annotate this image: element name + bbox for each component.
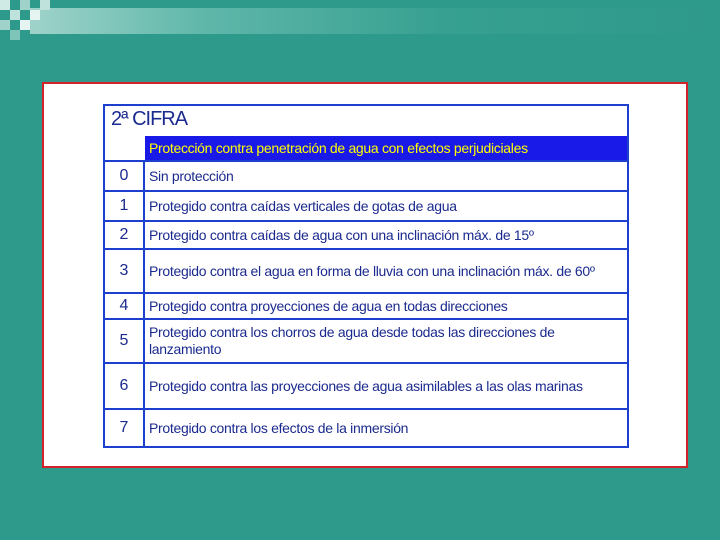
row-text: Protegido contra los chorros de agua desde todas las direcciones de lanzamiento (149, 324, 555, 357)
row-number: 7 (105, 410, 145, 446)
table-row (105, 408, 627, 446)
table-row (105, 248, 627, 292)
row-text: Protegido contra caídas de agua con una inclinación máx. de 15º (149, 226, 534, 243)
row-number: 4 (105, 294, 145, 318)
row-number: 1 (105, 192, 145, 220)
top-gradient-bar (30, 8, 720, 34)
table-row (105, 318, 627, 362)
row-text: Protegido contra los efectos de la inmersión (149, 419, 409, 436)
table-row (105, 292, 627, 318)
row-text: Sin protección (149, 167, 234, 184)
table-row (105, 190, 627, 220)
table-row (105, 362, 627, 408)
row-text: Protegido contra proyecciones de agua en todas direcciones (149, 297, 508, 314)
table-row (105, 220, 627, 248)
row-number: 6 (105, 364, 145, 408)
row-number: 0 (105, 162, 145, 190)
table-header: Protección contra penetración de agua con efectos perjudiciales (145, 136, 627, 160)
row-text: Protegido contra caídas verticales de gotas de agua (149, 197, 457, 214)
row-number: 3 (105, 250, 145, 292)
row-number: 2 (105, 222, 145, 248)
row-text: Protegido contra el agua en forma de lluvia con una inclinación máx. de 60º (149, 262, 595, 279)
ip-table (103, 104, 629, 448)
table-row (105, 160, 627, 190)
row-text: Protegido contra las proyecciones de agua asimilables a las olas marinas (149, 377, 583, 394)
row-number: 5 (105, 320, 145, 362)
table-title: 2ª CIFRA (111, 108, 188, 130)
